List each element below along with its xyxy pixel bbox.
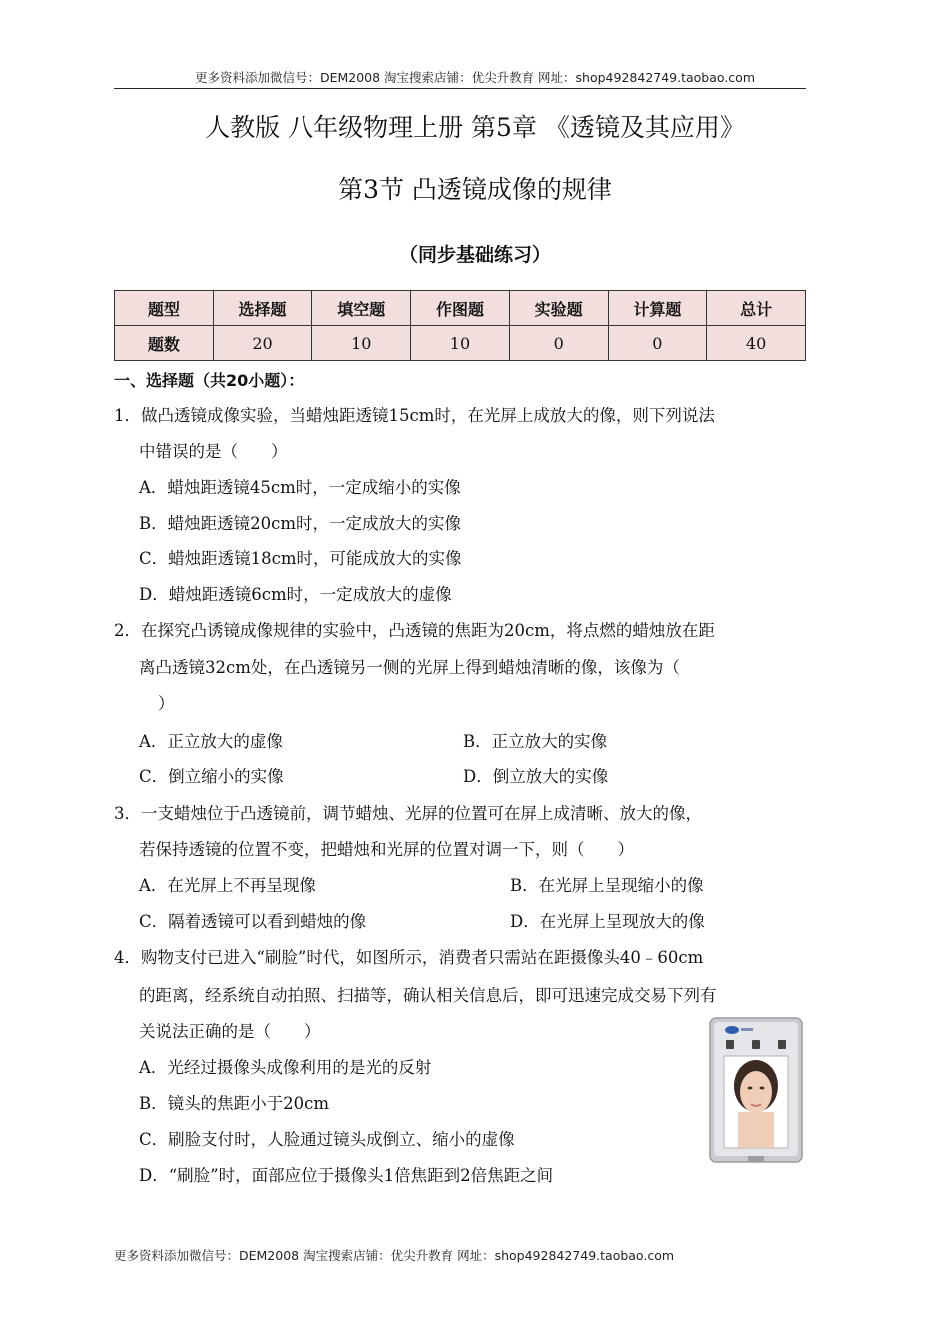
face-payment-terminal-image bbox=[708, 1016, 804, 1166]
table-header-cell: 总计 bbox=[707, 291, 806, 326]
question-1-option-c: C．蜡烛距透镜18cm时，可能成放大的实像 bbox=[139, 549, 462, 568]
table-cell: 10 bbox=[312, 326, 411, 361]
question-2-stem: 离凸透镜32cm处，在凸透镜另一侧的光屏上得到蜡烛清晰的像，该像为（ bbox=[139, 658, 680, 677]
table-header-row bbox=[115, 291, 806, 326]
table-header-cell: 题型 bbox=[115, 291, 214, 326]
face-eye-left bbox=[748, 1087, 753, 1090]
table-cell: 20 bbox=[213, 326, 312, 361]
table-cell: 10 bbox=[411, 326, 510, 361]
question-2-option-a: A．正立放大的虚像 bbox=[139, 732, 283, 751]
terminal-logo-mark bbox=[741, 1028, 753, 1031]
header-note: 更多资料添加微信号：DEM2008 淘宝搜索店铺：优尖升教育 网址：shop492842749.taobao.com bbox=[194, 70, 756, 85]
question-4-stem: 关说法正确的是（ ） bbox=[139, 1022, 321, 1041]
question-1-option-b: B．蜡烛距透镜20cm时，一定成放大的实像 bbox=[139, 514, 462, 533]
terminal-base bbox=[748, 1156, 764, 1162]
terminal-logo-icon bbox=[725, 1026, 739, 1034]
header-divider bbox=[114, 88, 806, 89]
camera-center-icon bbox=[752, 1040, 760, 1049]
question-3-option-d: D．在光屏上呈现放大的像 bbox=[510, 912, 705, 931]
question-3-option-a: A．在光屏上不再呈现像 bbox=[139, 876, 316, 895]
question-2-stem: 2．在探究凸诱镜成像规律的实验中，凸透镜的焦距为20cm，将点燃的蜡烛放在距 bbox=[114, 621, 715, 640]
table-row bbox=[115, 326, 806, 361]
question-1-stem: 中错误的是（ ） bbox=[139, 442, 288, 461]
exercise-subtitle: （同步基础练习） bbox=[398, 244, 551, 266]
question-1-stem: 1．做凸透镜成像实验，当蜡烛距透镜15cm时，在光屏上成放大的像，则下列说法 bbox=[114, 406, 715, 425]
question-1-option-a: A．蜡烛距透镜45cm时，一定成缩小的实像 bbox=[139, 478, 461, 497]
camera-left-icon bbox=[726, 1040, 734, 1049]
table-header-cell: 作图题 bbox=[411, 291, 510, 326]
table-cell: 0 bbox=[509, 326, 608, 361]
question-3-option-b: B．在光屏上呈现缩小的像 bbox=[510, 876, 704, 895]
question-3-stem: 3．一支蜡烛位于凸透镜前，调节蜡烛、光屏的位置可在屏上成清晰、放大的像， bbox=[114, 804, 702, 823]
face-neck-shoulders bbox=[738, 1112, 774, 1148]
question-2-option-b: B．正立放大的实像 bbox=[463, 732, 608, 751]
question-2-stem: ） bbox=[158, 694, 175, 713]
question-4-stem: 的距离，经系统自动拍照、扫描等，确认相关信息后，即可迅速完成交易下列有 bbox=[139, 986, 717, 1005]
question-summary-table bbox=[114, 290, 806, 361]
table-cell: 0 bbox=[608, 326, 707, 361]
question-4-option-c: C．刷脸支付时，人脸通过镜头成倒立、缩小的虚像 bbox=[139, 1130, 515, 1149]
question-4-stem: 4．购物支付已进入“刷脸”时代，如图所示，消费者只需站在距摄像头40﹣60cm bbox=[114, 948, 704, 967]
table-header-cell: 选择题 bbox=[213, 291, 312, 326]
question-4-option-a: A．光经过摄像头成像利用的是光的反射 bbox=[139, 1058, 432, 1077]
table-row-label: 题数 bbox=[115, 326, 214, 361]
face-eye-right bbox=[760, 1087, 765, 1090]
question-3-stem: 若保持透镜的位置不变，把蜡烛和光屏的位置对调一下，则（ ） bbox=[139, 840, 634, 859]
question-2-option-d: D．倒立放大的实像 bbox=[463, 767, 609, 786]
question-4-option-d: D．“刷脸”时，面部应位于摄像头1倍焦距到2倍焦距之间 bbox=[139, 1166, 554, 1185]
table-header-cell: 填空题 bbox=[312, 291, 411, 326]
choice-section-heading: 一、选择题（共20小题）： bbox=[114, 371, 305, 390]
question-3-option-c: C．隔着透镜可以看到蜡烛的像 bbox=[139, 912, 367, 931]
camera-right-icon bbox=[778, 1040, 786, 1049]
table-header-cell: 实验题 bbox=[509, 291, 608, 326]
question-1-option-d: D．蜡烛距透镜6cm时，一定成放大的虚像 bbox=[139, 585, 452, 604]
section-title: 第3节 凸透镜成像的规律 bbox=[338, 175, 612, 204]
question-2-option-c: C．倒立缩小的实像 bbox=[139, 767, 284, 786]
document-title: 人教版 八年级物理上册 第5章 《透镜及其应用》 bbox=[205, 113, 745, 142]
question-4-option-b: B．镜头的焦距小于20cm bbox=[139, 1094, 330, 1113]
footer-note: 更多资料添加微信号：DEM2008 淘宝搜索店铺：优尖升教育 网址：shop492842749.taobao.com bbox=[114, 1248, 675, 1263]
table-cell: 40 bbox=[707, 326, 806, 361]
table-header-cell: 计算题 bbox=[608, 291, 707, 326]
